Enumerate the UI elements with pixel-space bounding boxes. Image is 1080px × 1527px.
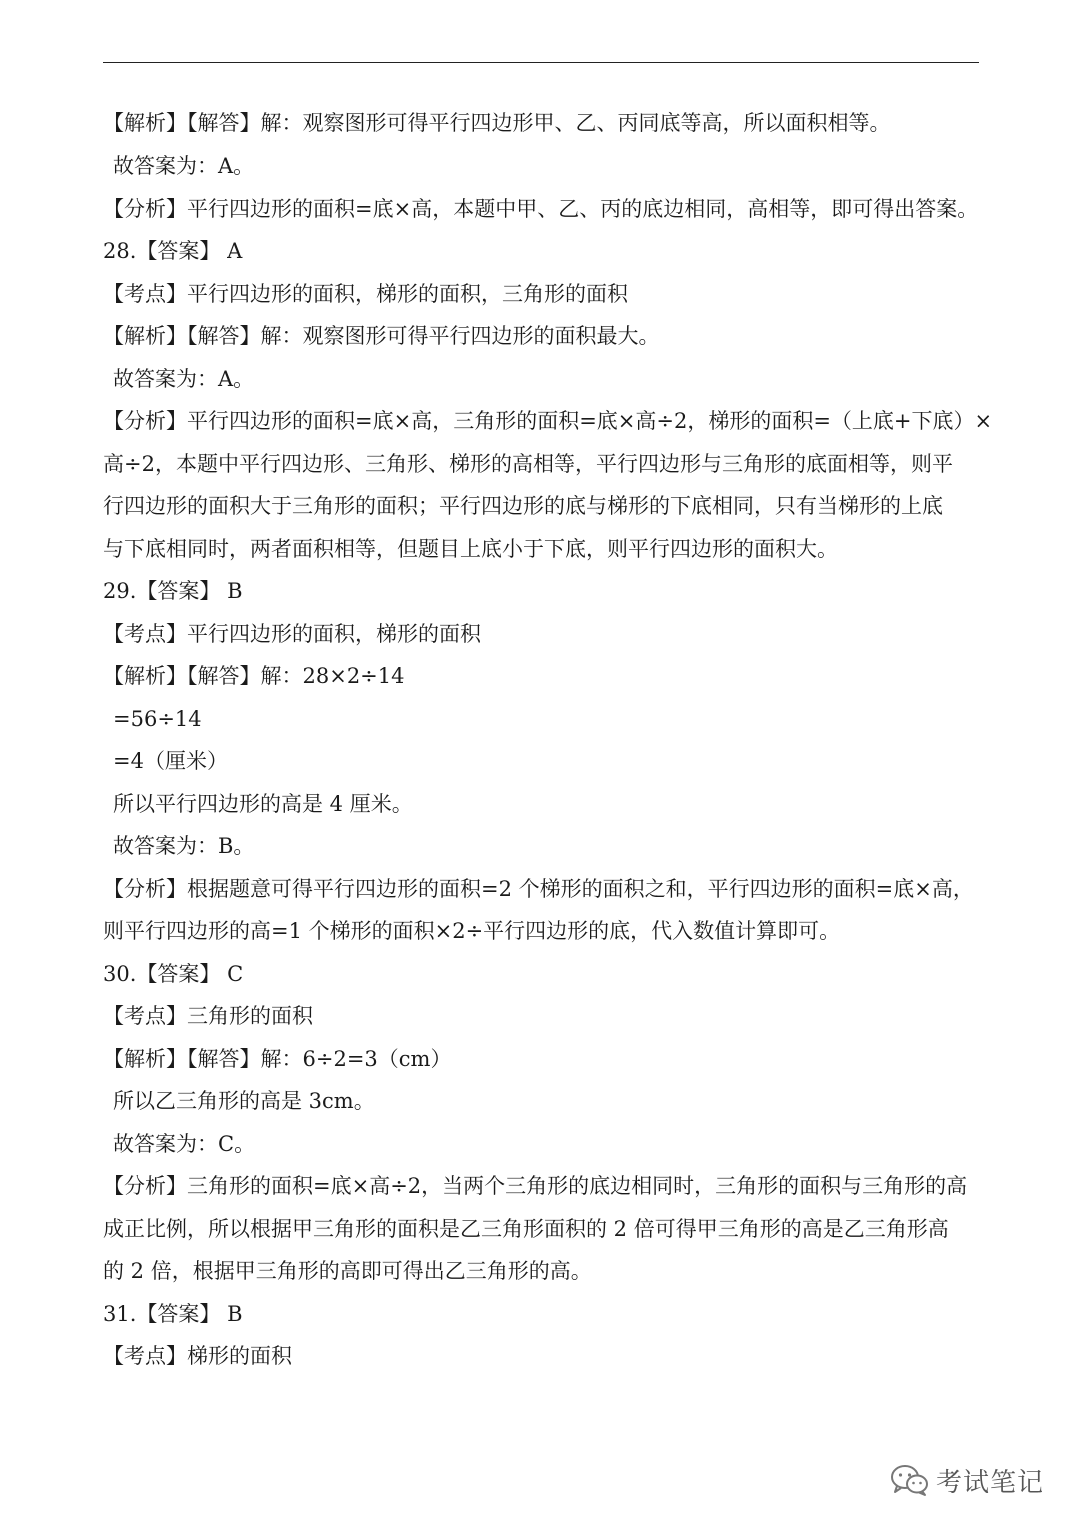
text-line: 【分析】平行四边形的面积=底×高，三角形的面积=底×高÷2，梯形的面积=（上底+下底）× <box>103 409 993 433</box>
wechat-icon <box>890 1463 930 1497</box>
watermark <box>890 1462 1044 1498</box>
text-line: =56÷14 <box>113 707 202 731</box>
text-line: 故答案为：C。 <box>113 1132 256 1156</box>
text-line: 行四边形的面积大于三角形的面积；平行四边形的底与梯形的下底相同，只有当梯形的上底 <box>103 494 943 518</box>
text-line: 【考点】平行四边形的面积，梯形的面积 <box>103 622 481 646</box>
text-line: 的 2 倍，根据甲三角形的高即可得出乙三角形的高。 <box>103 1259 592 1283</box>
text-line: 高÷2，本题中平行四边形、三角形、梯形的高相等，平行四边形与三角形的底面相等，则平 <box>103 452 953 476</box>
text-line: 【分析】三角形的面积=底×高÷2，当两个三角形的底边相同时，三角形的面积与三角形的高 <box>103 1174 968 1198</box>
header-rule <box>103 62 979 63</box>
text-line: 【解析】【解答】解：观察图形可得平行四边形的面积最大。 <box>103 324 660 348</box>
text-line: 故答案为：A。 <box>113 154 255 178</box>
text-line: =4（厘米） <box>113 749 228 773</box>
text-line: 故答案为：A。 <box>113 367 255 391</box>
text-line: 【分析】根据题意可得平行四边形的面积=2 个梯形的面积之和，平行四边形的面积=底×高， <box>103 877 974 901</box>
watermark-text: 考试笔记 <box>935 1467 1044 1498</box>
text-line: 【考点】平行四边形的面积，梯形的面积，三角形的面积 <box>103 282 628 306</box>
question-answer-line: 30.【答案】 C <box>103 962 244 986</box>
text-line: 则平行四边形的高=1 个梯形的面积×2÷平行四边形的底，代入数值计算即可。 <box>103 919 841 943</box>
text-line: 与下底相同时，两者面积相等，但题目上底小于下底，则平行四边形的面积大。 <box>103 537 838 561</box>
question-answer-line: 29.【答案】 B <box>103 579 243 603</box>
text-line: 成正比例，所以根据甲三角形的面积是乙三角形面积的 2 倍可得甲三角形的高是乙三角形高 <box>103 1217 949 1241</box>
text-line: 【解析】【解答】解：观察图形可得平行四边形甲、乙、丙同底等高，所以面积相等。 <box>103 111 891 135</box>
text-line: 所以平行四边形的高是 4 厘米。 <box>113 792 413 816</box>
text-line: 【考点】梯形的面积 <box>103 1344 292 1368</box>
text-line: 【解析】【解答】解：6÷2=3（cm） <box>103 1047 452 1071</box>
text-line: 故答案为：B。 <box>113 834 255 858</box>
text-line: 【解析】【解答】解：28×2÷14 <box>103 664 405 688</box>
text-line: 所以乙三角形的高是 3cm。 <box>113 1089 375 1113</box>
text-line: 【分析】平行四边形的面积=底×高，本题中甲、乙、丙的底边相同，高相等，即可得出答案。 <box>103 197 979 221</box>
text-line: 【考点】三角形的面积 <box>103 1004 313 1028</box>
question-answer-line: 28.【答案】 A <box>103 239 243 263</box>
question-answer-line: 31.【答案】 B <box>103 1302 243 1326</box>
